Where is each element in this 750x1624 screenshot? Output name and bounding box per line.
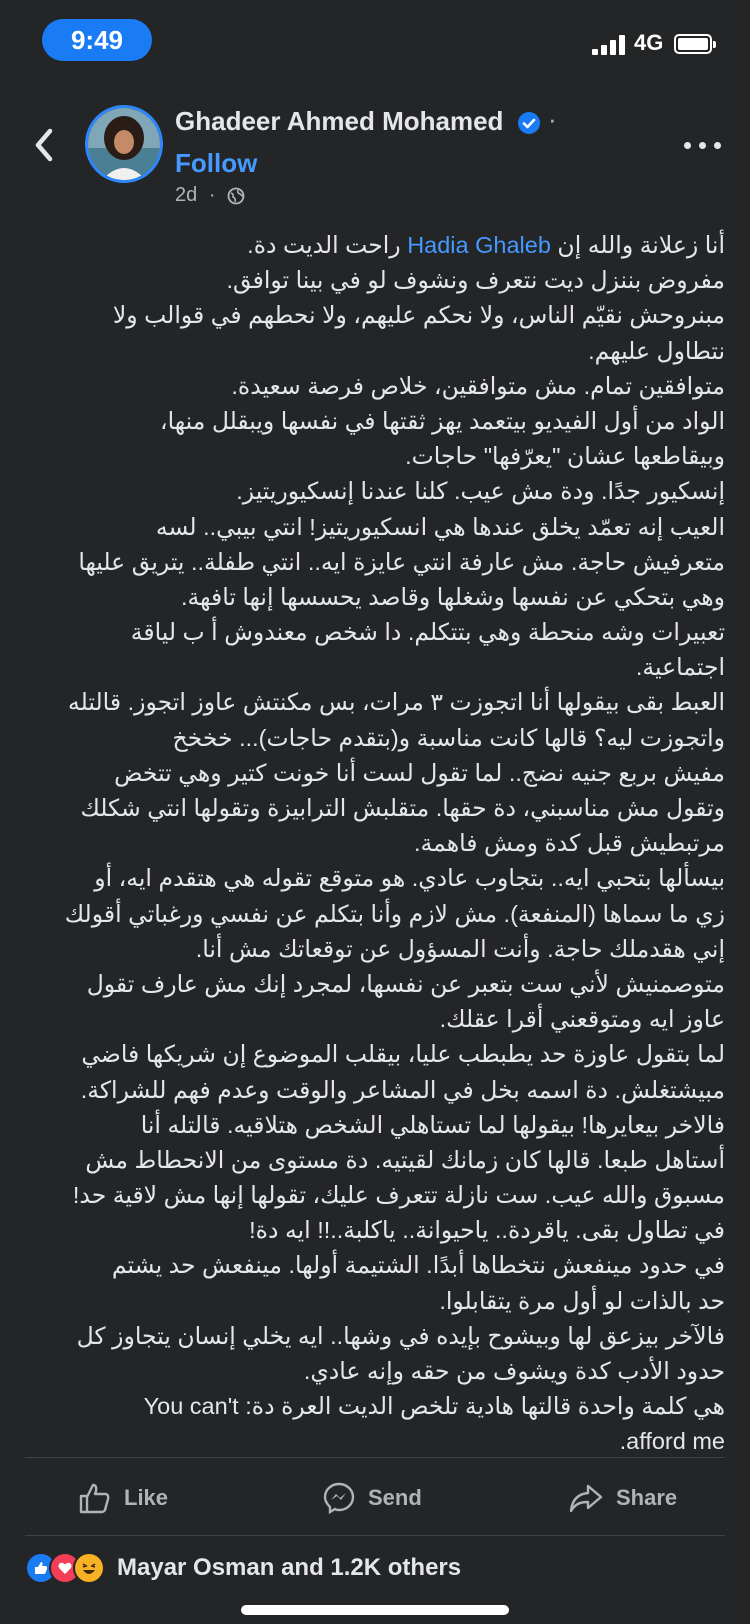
back-button[interactable]: [30, 125, 60, 165]
post-meta: [175, 184, 245, 207]
post-line: متعرفيش حاجة. مش عارفة انتي عايزة ايه.. انتي طفلة.. يتريق عليها: [78, 548, 725, 575]
post-line: متوصمنيش لأني ست بتعبر عن نفسها، لمجرد إنك مش عارف تقول: [86, 970, 725, 997]
post-line: مفيش بربع جنيه نضج.. لما تقول لست أنا خونت كتير وهي تتخض: [114, 759, 725, 786]
more-options-button[interactable]: [684, 140, 724, 152]
haha-reaction-icon: [73, 1552, 105, 1584]
post-line: مبيشتغلش. دة اسمه بخل في المشاعر والوقت وعدم فهم للشراكة.: [80, 1076, 725, 1103]
post-line: afford me.: [619, 1428, 725, 1455]
status-bar: [0, 0, 750, 90]
post-time[interactable]: 2d: [175, 184, 198, 207]
post-line: عاوز ايه ومتوقعني أقرا عقلك.: [439, 1006, 725, 1033]
post-line: مسبوق والله عيب. ست نازلة تتعرف عليك، تقولها إنها مش لاقية حد!: [72, 1182, 725, 1209]
author-name[interactable]: [175, 106, 541, 137]
meta-separator: ·: [208, 184, 216, 207]
post-lines: [25, 263, 725, 1459]
post-line: نتطاول عليهم.: [588, 337, 725, 364]
share-label: Share: [616, 1485, 678, 1510]
post-line: إني هقدملك حاجة. وأنت المسؤول عن توقعاتك مش أنا.: [195, 935, 725, 962]
post-line: اجتماعية.: [635, 654, 725, 681]
like-label: Like: [124, 1485, 169, 1510]
post-line: تعبيرات وشه منحطة وهي بتتكلم. دا شخص معندوش أ ب لياقة: [130, 619, 725, 646]
avatar[interactable]: [85, 105, 163, 183]
send-label: Send: [368, 1485, 422, 1510]
post-line: زي ما سماها (المنفعة). مش لازم وأنا بتكلم عن نفسي ورغباتي أقولك: [64, 900, 725, 927]
follow-button[interactable]: Follow: [175, 148, 258, 178]
post-line: فالاخر بيعايرها! بيقولها لما تستاهلي الشخص هتلاقيه. قالتله أنا: [140, 1111, 725, 1138]
post-line: في تطاول بقى. ياقردة.. ياحيوانة.. ياكلبة..!! ايه دة!: [249, 1217, 725, 1244]
divider: [25, 1535, 725, 1536]
post-line: الواد من أول الفيديو بيتعمد يهز ثقتها في نفسها ويبقلل منها،: [160, 407, 725, 434]
post-line: حدود الأدب كدة ويشوف من حقه وإنه عادي.: [303, 1358, 725, 1384]
post-line: واتجوزت ليه؟ قالها كانت مناسبة و(بتقدم حاجات)... خخخخ: [172, 724, 725, 751]
post-line: متوافقين تمام. مش متوافقين، خلاص فرصة سعيدة.: [231, 372, 725, 399]
verified-badge-icon: [517, 111, 541, 135]
post-line: [25, 228, 725, 263]
post-line: العيب إنه تعمّد يخلق عندها هي انسكيوريتيز! انتي بيبي.. لسه: [155, 513, 725, 540]
post-line: إنسكيور جدًا. ودة مش عيب. كلنا عندنا إنسكيوريتيز.: [236, 478, 725, 505]
status-time[interactable]: 9:49: [42, 19, 152, 61]
post-line: وبيقاطعها عشان "يعرّفها" حاجات.: [405, 443, 725, 470]
post-line-part: أنا زعلانة والله إن: [550, 232, 725, 258]
post-text: [25, 228, 725, 1460]
post-line: لما بتقول عاوزة حد يطبطب عليا، بيقلب الموضوع إن شريكها فاضي: [81, 1041, 725, 1068]
reactions-text: Mayar Osman and 1.2K others: [117, 1554, 462, 1581]
post-line-part: راحت الديت دة.: [247, 232, 408, 258]
name-separator: ·: [548, 104, 557, 134]
share-button[interactable]: [568, 1463, 677, 1533]
post-line: مفروض بننزل ديت نتعرف ونشوف لو في بينا توافق.: [226, 267, 725, 294]
share-arrow-icon: [568, 1481, 604, 1515]
messenger-icon: [322, 1481, 356, 1515]
mention-link[interactable]: Hadia Ghaleb: [407, 232, 551, 258]
reactions-summary[interactable]: [25, 1548, 461, 1588]
signal-icon: [592, 35, 626, 55]
post-line: وهي بتحكي عن نفسها وشغلها وقاصد يحسسها إنها تافهة.: [181, 583, 725, 610]
divider: [25, 1457, 725, 1458]
home-indicator[interactable]: [241, 1605, 509, 1615]
author-name-text: Ghadeer Ahmed Mohamed: [175, 106, 504, 136]
battery-icon: [674, 34, 712, 54]
chevron-left-icon: [30, 125, 60, 165]
globe-icon: [227, 187, 245, 205]
post-line: أستاهل طبعا. قالها كان زمانك لقيتيه. دة مستوى من الانحطاط مش: [85, 1146, 725, 1173]
thumbs-up-icon: [78, 1481, 112, 1515]
profile-photo-icon: [88, 108, 160, 180]
post-line: مرتبطيش قبل كدة ومش فاهمة.: [414, 830, 725, 857]
post-line: في حدود مينفعش نتخطاها أبدًا. الشتيمة أولها. مينفعش حد يشتم: [111, 1252, 725, 1279]
action-bar: [0, 1463, 750, 1533]
send-button[interactable]: [322, 1463, 422, 1533]
post-line: حد بالذات لو أول مرة يتقابلوا.: [439, 1287, 725, 1314]
post-line: مبنروحش نقيّم الناس، ولا نحكم عليهم، ولا نحطهم في قوالب ولا: [112, 302, 725, 329]
post-line: فالآخر بيزعق لها وبيشوح بإيده في وشها.. ايه يخلي إنسان يتجاوز كل: [76, 1322, 725, 1349]
post-line: وتقول مش مناسبني، دة حقها. متقلبش الترابيزة وتقولها انتي شكلك: [80, 795, 725, 821]
post-line: العبط بقى بيقولها أنا اتجوزت ٣ مرات، بس مكنتش عاوز اتجوز. قالتله: [68, 689, 725, 716]
post-line: بيسألها بتحبي ايه.. بتجاوب عادي. هو متوقع تقوله هي هتقدم ايه، أو: [94, 865, 725, 892]
post-line: هي كلمة واحدة قالتها هادية تلخص الديت العرة دة: You can't: [143, 1393, 725, 1420]
network-type: 4G: [634, 30, 664, 55]
like-button[interactable]: [78, 1463, 168, 1533]
